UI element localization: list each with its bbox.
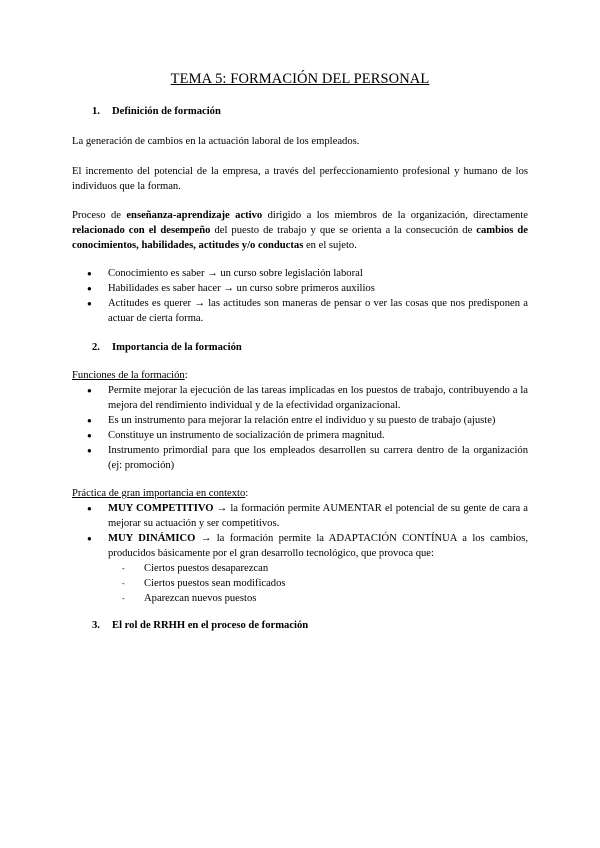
colon: :: [184, 370, 188, 381]
list-item: ● Conocimiento es saber → un curso sobre legislación laboral: [72, 266, 528, 281]
list-item: ● Es un instrumento para mejorar la relación entre el individuo y su puesto de trabajo (ajuste): [72, 413, 528, 428]
underlined-label: Práctica de gran importancia en contexto: [72, 488, 246, 499]
list-item: ● Constituye un instrumento de socialización de primera magnitud.: [72, 428, 528, 443]
text-run: la formación permite la ADAPTACIÓN CONTÍNUA a los cambios, producidos básicamente por el gran desarrollo tecnológico, que provoca que:: [108, 533, 528, 559]
list-item: ● Instrumento primordial para que los empleados desarrollen su carrera dentro de la organización (ej: promoción): [72, 443, 528, 473]
sub-dash-list: [108, 561, 528, 606]
practica-label: [72, 486, 528, 501]
underlined-label: Funciones de la formación: [72, 370, 185, 381]
list-item: ● Permite mejorar la ejecución de las tareas implicadas en los puestos de trabajo, contribuyendo a la mejora del rendimiento individual y de la efectividad organizacional.: [72, 383, 528, 413]
text-run: del puesto de trabajo y que se orienta a la consecución de: [210, 225, 477, 236]
text-run: la formación permite AUMENTAR el potencial de su gente de cara a mejorar su actuación y ser competitivos.: [108, 503, 528, 529]
colon: :: [245, 488, 249, 499]
list-item: ● Actitudes es querer → las actitudes son maneras de pensar o ver las cosas que nos predisponen a actuar de cierta forma.: [72, 296, 528, 326]
bold-term: relacionado con el desempeño: [72, 225, 211, 236]
section-heading-1: [72, 104, 221, 119]
section-number: 1.: [92, 106, 100, 117]
paragraph-definition-3: [72, 208, 528, 253]
sub-list-item: - Aparezcan nuevos puestos: [108, 591, 528, 606]
bold-term: MUY DINÁMICO: [108, 533, 196, 544]
page-title: TEMA 5: FORMACIÓN DEL PERSONAL: [170, 71, 430, 87]
section-number: 3.: [92, 620, 100, 631]
list-item: ● Habilidades es saber hacer → un curso sobre primeros auxilios: [72, 281, 528, 296]
list-item: [72, 531, 528, 606]
sub-list-item: - Ciertos puestos sean modificados: [108, 576, 528, 591]
sub-list-item: - Ciertos puestos desaparezcan: [108, 561, 528, 576]
section-heading-3: [72, 618, 308, 633]
paragraph-definition-2: El incremento del potencial de la empresa, a través del perfeccionamiento profesional y humano de los individuos que la forman.: [72, 166, 528, 192]
bold-term: enseñanza-aprendizaje activo: [126, 210, 263, 221]
bold-term: MUY COMPETITIVO: [108, 503, 214, 514]
arrow: →: [213, 503, 231, 514]
section-title: El rol de RRHH en el proceso de formación: [112, 620, 309, 631]
bold-term: cambios de conocimientos, habilidades, actitudes y/o conductas: [72, 225, 528, 251]
definition-bullet-list: [72, 266, 528, 326]
text-run: en el sujeto.: [303, 240, 357, 251]
text-run: dirigido a los miembros de la organización, directamente: [262, 210, 528, 221]
paragraph-definition-1: La generación de cambios en la actuación laboral de los empleados.: [72, 136, 360, 147]
funciones-label: [72, 368, 528, 383]
section-title: Definición de formación: [112, 106, 221, 117]
practica-list: [72, 501, 528, 606]
list-item: [72, 501, 528, 531]
funciones-list: [72, 383, 528, 473]
text-run: Proceso de: [72, 210, 127, 221]
section-number: 2.: [92, 342, 100, 353]
section-heading-2: [72, 340, 242, 355]
section-title: Importancia de la formación: [112, 342, 242, 353]
arrow: →: [195, 533, 217, 544]
